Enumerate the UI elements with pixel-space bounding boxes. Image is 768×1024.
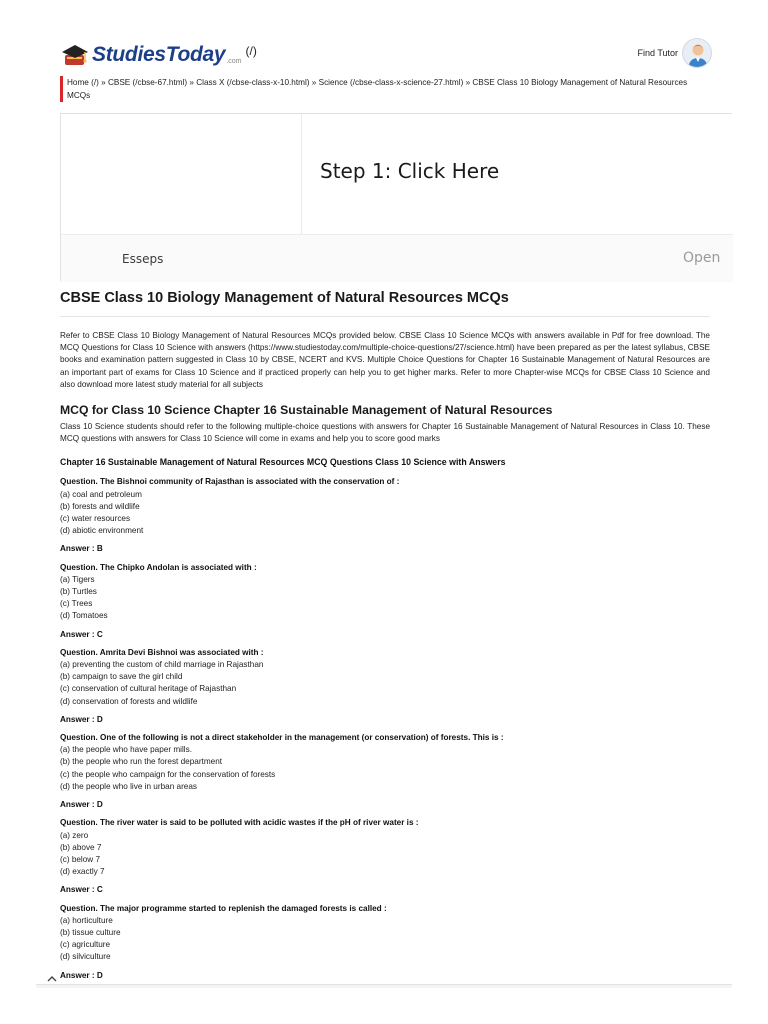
question-text: Question. The Bishnoi community of Rajasthan is associated with the conservation of : [60,477,400,487]
tutor-avatar-icon[interactable] [682,38,712,68]
question-option: (c) conservation of cultural heritage of Rajasthan [60,684,237,694]
logo-wordmark [92,43,225,67]
question-option: (d) the people who live in urban areas [60,781,197,791]
find-tutor-label[interactable]: Find Tutor [637,48,678,58]
question-option: (b) above 7 [60,842,102,852]
answer-text: Answer : C [60,885,103,895]
question-option: (d) Tomatoes [60,611,108,621]
question-option: (a) zero [60,830,89,840]
ad-image-area [61,114,302,234]
question-option: (d) exactly 7 [60,867,105,877]
question-text: Question. The river water is said to be polluted with acidic wastes if the pH of river water is : [60,818,419,828]
question-option: (a) preventing the custom of child marriage in Rajasthan [60,660,264,670]
question-block [60,732,710,811]
question-option: (c) the people who campaign for the conservation of forests [60,769,276,779]
question-option: (a) coal and petroleum [60,489,142,499]
question-option: (a) the people who have paper mills. [60,745,192,755]
question-option: (d) conservation of forests and wildlife [60,696,198,706]
logo-link-text[interactable]: (/) [245,44,257,58]
answer-text: Answer : D [60,970,103,980]
answer-text: Answer : D [60,714,103,724]
question-option: (b) tissue culture [60,927,121,937]
question-option: (d) abiotic environment [60,526,144,536]
page-title: CBSE Class 10 Biology Management of Natural Resources MCQs [60,288,710,317]
question-option: (c) water resources [60,514,131,524]
question-block [60,817,710,896]
question-list [60,476,710,981]
question-text: Question. One of the following is not a direct stakeholder in the management (or conservation) of forests. This is : [60,733,504,743]
ad-step-label[interactable]: Step 1: Click Here [320,159,500,183]
question-option: (c) below 7 [60,854,101,864]
question-option: (b) campaign to save the girl child [60,672,183,682]
question-option: (d) silviculture [60,952,111,962]
question-text: Question. Amrita Devi Bishnoi was associated with : [60,647,264,657]
site-logo[interactable] [60,38,257,72]
question-block [60,647,710,726]
ad-open-button[interactable]: Open [683,250,721,266]
answer-text: Answer : B [60,544,103,554]
question-option: (b) Turtles [60,587,97,597]
main-content [60,288,710,988]
section-title: MCQ for Class 10 Science Chapter 16 Sustainable Management of Natural Resources [60,403,553,418]
find-tutor-link[interactable] [637,38,712,68]
question-block [60,562,710,641]
advertisement-box[interactable] [60,113,732,281]
logo-wordmark-part2: Today [165,43,226,66]
intro-paragraph: Refer to CBSE Class 10 Biology Management of Natural Resources MCQs provided below. CBSE Class 10 Science MCQs with answers available in Pdf for free download. The MCQ Questions for Class 10 Science with answers (https://www.studiestoday.com/multiple-choice-questions/27/science.html) have been prepared as per the latest syllabus, CBSE books and examination pattern suggested in Class 10 by CBSE, NCERT and KVS. Multiple Choice Questions for Chapter 16 Sustainable Management of Natural Resources are an important part of exams for Class 10 Science and if practiced properly can help you to get higher marks. Refer to more Chapter-wise MCQs for CBSE Class 10 Science and also download more latest study material for all subjects [60,331,710,389]
answer-text: Answer : D [60,800,103,810]
site-header [60,38,712,74]
section-paragraph: Class 10 Science students should refer to the following multiple-choice questions with answers for Chapter 16 Sustainable Management of Natural Resources in Class 10. These MCQ questions with answers for Class 10 Science will come in exams and help you to score good marks [60,422,710,444]
logo-com: .com [226,57,242,65]
question-block [60,903,710,982]
answer-text: Answer : C [60,629,103,639]
logo-wordmark-part1: Studies [92,43,166,66]
question-option: (b) the people who run the forest department [60,757,223,767]
ad-brand-label: Esseps [122,252,164,266]
question-block [60,476,710,555]
chapter-heading: Chapter 16 Sustainable Management of Natural Resources MCQ Questions Class 10 Science with Answers [60,457,506,468]
question-option: (c) Trees [60,599,93,609]
graduation-cap-icon [60,40,90,70]
question-option: (a) horticulture [60,915,113,925]
question-text: Question. The major programme started to replenish the damaged forests is called : [60,903,387,913]
question-option: (b) forests and wildlife [60,501,140,511]
bottom-divider [36,984,732,988]
breadcrumb[interactable]: Home (/) » CBSE (/cbse-67.html) » Class X (/cbse-class-x-10.html) » Science (/cbse-class-x-science-27.html) » CBSE Class 10 Biology Management of Natural Resources MCQs [60,76,712,102]
question-option: (a) Tigers [60,574,95,584]
ad-footer[interactable] [61,234,733,282]
question-option: (c) agriculture [60,940,111,950]
question-text: Question. The Chipko Andolan is associated with : [60,562,257,572]
chevron-up-icon[interactable] [46,972,58,984]
